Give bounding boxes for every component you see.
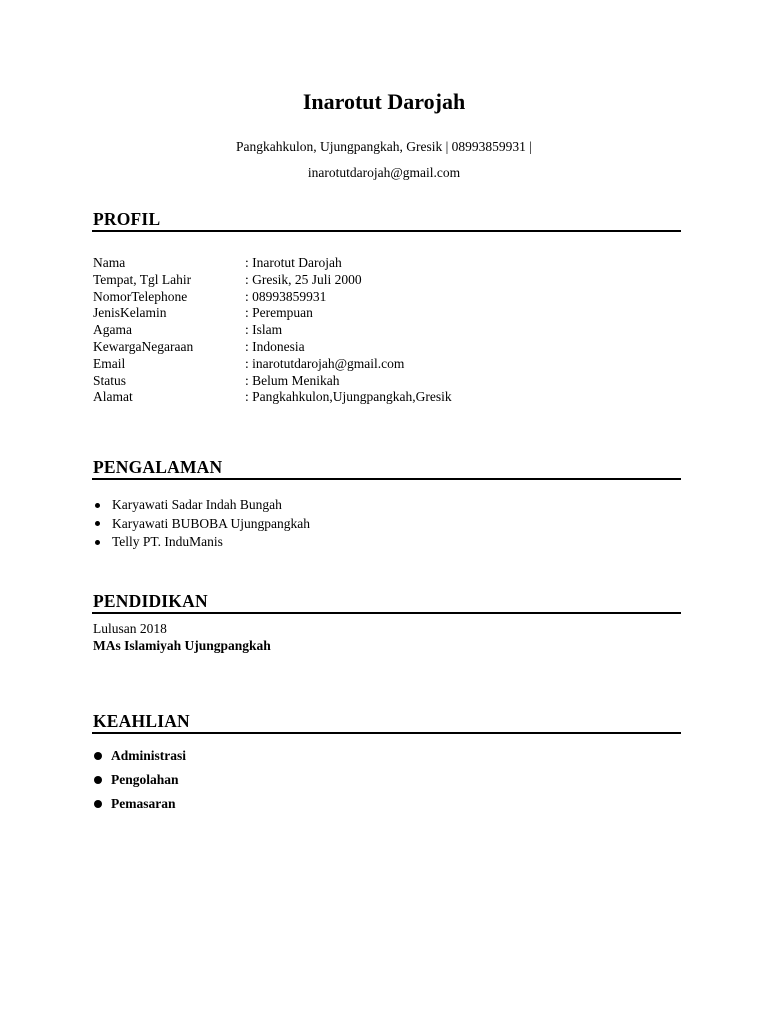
section-title-pendidikan: PENDIDIKAN: [93, 591, 208, 611]
profile-key: Agama: [93, 322, 132, 338]
profile-row-email: [93, 356, 653, 373]
experience-text: Telly PT. InduManis: [112, 534, 223, 550]
list-item: [93, 515, 310, 534]
section-title-profil: PROFIL: [93, 209, 161, 229]
profile-value: : Belum Menikah: [245, 372, 340, 388]
experience-text: Karyawati Sadar Indah Bungah: [112, 497, 282, 513]
list-item: [93, 533, 310, 552]
section-divider-keahlian: [92, 732, 681, 734]
contact-line-email: inarotutdarojah@gmail.com: [307, 165, 461, 180]
list-item: [93, 768, 186, 792]
section-title-keahlian: KEAHLIAN: [93, 711, 190, 731]
bullet-icon: [94, 752, 102, 760]
profile-key: Alamat: [93, 389, 133, 405]
skill-text: Pengolahan: [111, 772, 179, 787]
profile-value: : Indonesia: [245, 338, 305, 354]
profile-key: NomorTelephone: [93, 288, 188, 304]
profile-value: : Perempuan: [245, 305, 313, 321]
profile-key: Status: [93, 372, 127, 388]
cv-name: Inarotut Darojah: [302, 89, 466, 114]
bullet-icon: [95, 503, 100, 508]
list-item: [93, 744, 186, 768]
profile-row-status: [93, 373, 653, 390]
profile-value: : Inarotut Darojah: [245, 255, 342, 270]
list-item: [93, 792, 186, 816]
profile-value: : 08993859931: [245, 288, 327, 304]
profile-key: KewargaNegaraan: [93, 338, 194, 354]
profile-key: Email: [93, 355, 126, 371]
section-divider-pendidikan: [92, 612, 681, 614]
profile-row-tempat-tgl-lahir: [93, 272, 653, 289]
education-school: MAs Islamiyah Ujungpangkah: [93, 638, 271, 653]
profile-value: : Gresik, 25 Juli 2000: [245, 271, 362, 287]
experience-text: Karyawati BUBOBA Ujungpangkah: [112, 515, 310, 531]
section-title-pengalaman: PENGALAMAN: [93, 457, 223, 477]
bullet-icon: [95, 521, 100, 526]
profile-row-kewarganegaraan: [93, 339, 653, 356]
education-year: Lulusan 2018: [93, 621, 167, 636]
profile-row-jenis-kelamin: [93, 305, 653, 322]
profile-table: [93, 255, 653, 406]
experience-list: [93, 496, 310, 552]
skill-text: Administrasi: [111, 748, 187, 763]
bullet-icon: [94, 776, 102, 784]
profile-row-nama: [93, 255, 653, 272]
list-item: [93, 496, 310, 515]
profile-value: : inarotutdarojah@gmail.com: [245, 355, 405, 371]
profile-row-alamat: [93, 389, 653, 406]
bullet-icon: [95, 540, 100, 545]
profile-key: Nama: [93, 255, 126, 270]
profile-value: : Islam: [245, 322, 283, 338]
profile-value: : Pangkahkulon,Ujungpangkah,Gresik: [245, 389, 452, 405]
section-divider-profil: [92, 230, 681, 232]
contact-line-address-phone: Pangkahkulon, Ujungpangkah, Gresik | 08993859931 |: [236, 139, 532, 154]
section-divider-pengalaman: [92, 478, 681, 480]
profile-key: Tempat, Tgl Lahir: [93, 271, 192, 287]
profile-row-agama: [93, 322, 653, 339]
skill-list: [93, 744, 186, 816]
skill-text: Pemasaran: [111, 796, 176, 811]
profile-key: JenisKelamin: [93, 305, 167, 321]
bullet-icon: [94, 800, 102, 808]
profile-row-nomor-telephone: [93, 289, 653, 306]
